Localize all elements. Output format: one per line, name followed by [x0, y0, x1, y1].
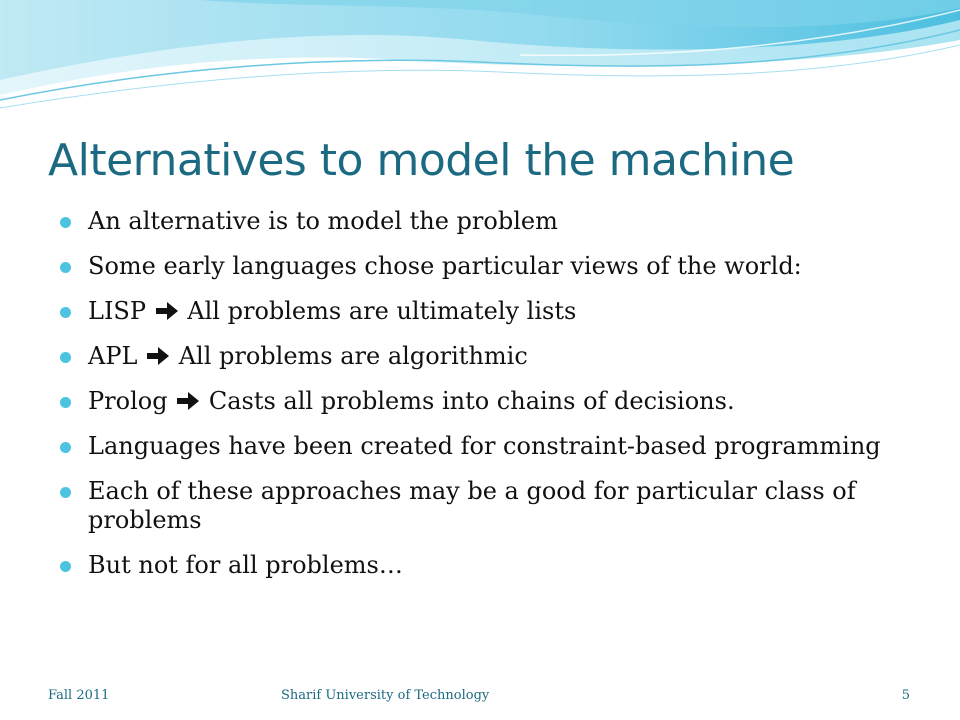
- list-item: [60, 297, 920, 326]
- bullet-icon: [60, 397, 71, 408]
- bullet-text: All problems are ultimately lists: [187, 297, 577, 325]
- bullet-text: Some early languages chose particular views of the world:: [88, 252, 802, 280]
- right-arrow-icon: [156, 302, 178, 320]
- list-item: [60, 207, 920, 236]
- bullet-text: An alternative is to model the problem: [88, 207, 558, 235]
- list-item: [60, 432, 920, 461]
- list-item: [60, 551, 920, 580]
- slide-title: Alternatives to model the machine: [48, 135, 795, 186]
- right-arrow-icon: [147, 347, 169, 365]
- header-wave-decoration: [0, 0, 960, 120]
- bullet-text: Casts all problems into chains of decisions.: [208, 387, 735, 415]
- bullet-list: [60, 207, 920, 596]
- list-item: [60, 387, 920, 416]
- bullet-icon: [60, 442, 71, 453]
- bullet-lead: LISP: [88, 297, 147, 325]
- bullet-icon: [60, 262, 71, 273]
- bullet-text: Each of these approaches may be a good for particular class of problems: [88, 477, 856, 534]
- right-arrow-icon: [177, 392, 199, 410]
- bullet-text: But not for all problems…: [88, 551, 403, 579]
- bullet-icon: [60, 561, 71, 572]
- list-item: [60, 342, 920, 371]
- footer-institution: Sharif University of Technology: [281, 688, 490, 703]
- bullet-lead: APL: [88, 342, 138, 370]
- bullet-icon: [60, 352, 71, 363]
- footer-date: Fall 2011: [48, 688, 110, 703]
- bullet-text: Languages have been created for constraint-based programming: [88, 432, 881, 460]
- bullet-icon: [60, 487, 71, 498]
- bullet-icon: [60, 217, 71, 228]
- list-item: [60, 477, 920, 535]
- bullet-lead: Prolog: [88, 387, 168, 415]
- bullet-text: All problems are algorithmic: [178, 342, 528, 370]
- list-item: [60, 252, 920, 281]
- page-number: 5: [901, 688, 910, 703]
- bullet-icon: [60, 307, 71, 318]
